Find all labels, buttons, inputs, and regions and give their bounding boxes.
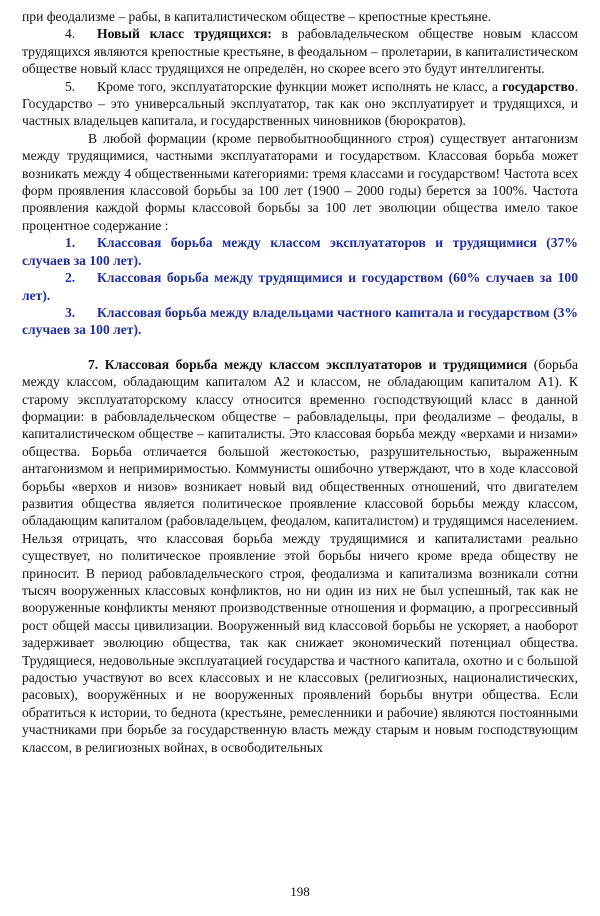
item-5-bold: государство (502, 78, 575, 94)
item-5-text-after: . Государство – это универсальный эксплуататор, так как оно эксплуатирует и трудящихся, и частных владельцев капитала, и государственных чиновников (бюрократов). (22, 78, 578, 129)
item-4-text: в рабовладельческом обществе новым классом трудящихся являются крепостные крестьяне, в феодальном – пролетарии, в капиталистическом обществе новый класс трудящихся не определён, но скорее всего это будут интеллигенты. (22, 26, 578, 77)
blue-list-item-2 (22, 269, 578, 304)
blue-list-item-1-number: 1. (65, 235, 76, 251)
item-4-number: 4. (65, 26, 76, 42)
item-4-title: Новый класс трудящихся: (97, 26, 272, 42)
blue-list-item-3-text: Классовая борьба между владельцами частного капитала и государством (3% случаев за 100 лет). (22, 304, 578, 338)
item-4 (22, 25, 578, 77)
blue-list-item-1-text: Классовая борьба между классом эксплуататоров и трудящимися (37% случаев за 100 лет). (22, 235, 578, 268)
spacer (22, 339, 578, 356)
item-5 (22, 78, 578, 130)
blue-list-item-2-number: 2. (65, 270, 76, 286)
item-5-number: 5. (65, 78, 76, 94)
intro-line: при феодализме – рабы, в капиталистическом обществе – крепостные крестьяне. (22, 9, 492, 24)
page-number: 198 (290, 884, 310, 899)
section-7-body: (борьба между классом, обладающим капиталом А2 и классом, не обладающим капиталом А1). К старому эксплуататорскому классу относится временно господствующий класс в данной формации: в рабовладельческом обществе – рабовладельцы, при феодализме – феодалы, в капиталистическом обществе – капиталисты. Это классовая борьба между «верхами и низами» общества. Борьба отличается большой жестокостью, разрушительностью, выраженным антагонизмом и непримиримостью. Коммунисты ошибочно утверждают, что в ходе классовой борьбы «верхов и низов» возникает новый вид общественных отношений, что двигателем развития общества является политическое проявление классовой борьбы между классом, обладающим капиталом (рабовладельцем, феодалом, капиталистом) и трудящимся населением. Нельзя отрицать, что классовая борьба между трудящимися и капиталистами реально существует, но политическое проявление этой борьбы ничего кроме вреда обществу не приносит. В период рабовладельческого строя, феодализма и капитализма возникали сотни тысяч вооруженных классовых конфликтов, но ни один из них не был успешный, так как не вооруженные конфликты меняют производственные отношения и формацию, а прогрессивный рост общей массы цивилизации. Вооруженный вид классовой борьбы не ускоряет, а наоборот задерживает эволюцию общества, так как снижает экономический потенциал общества. Трудящиеся, недовольные эксплуатацией государства и частного капитала, охотно и с большой радостью участвуют во всех классовых и не классовых (религиозных, националистических, расовых), вооружённых и не вооруженных проявлений борьбы внутри общества. Если обратиться к истории, то беднота (крестьяне, ремесленники и рабочие) являются постоянными участниками при борьбе за государственную власть между старым и новым господствующим классом, в религиозных войнах, в освободительных (22, 356, 578, 755)
formation-paragraph: В любой формации (кроме первобытнообщинного строя) существует антагонизм между трудящимися, частными эксплуататорами и государством. Классовая борьба может возникать между 4 общественными категориями: тремя классами и государством! Частота всех форм проявления классовой борьбы за 100 лет (1900 – 2000 годы) берется за 100%. Частота проявления каждой формы классовой борьбы за 100 лет эволюции общества имело такое процентное содержание : (22, 130, 578, 233)
blue-list-item-3 (22, 304, 578, 339)
section-7-heading: 7. Классовая борьба между классом эксплуататоров и трудящимися (88, 356, 528, 372)
item-5-text-before: Кроме того, эксплуататорские функции может исполнять не класс, а (97, 78, 503, 94)
blue-list-item-3-number: 3. (65, 304, 76, 320)
blue-list-item-1 (22, 234, 578, 269)
section-7 (22, 356, 578, 756)
blue-list-item-2-text: Классовая борьба между трудящимися и государством (60% случаев за 100 лет). (22, 270, 578, 303)
